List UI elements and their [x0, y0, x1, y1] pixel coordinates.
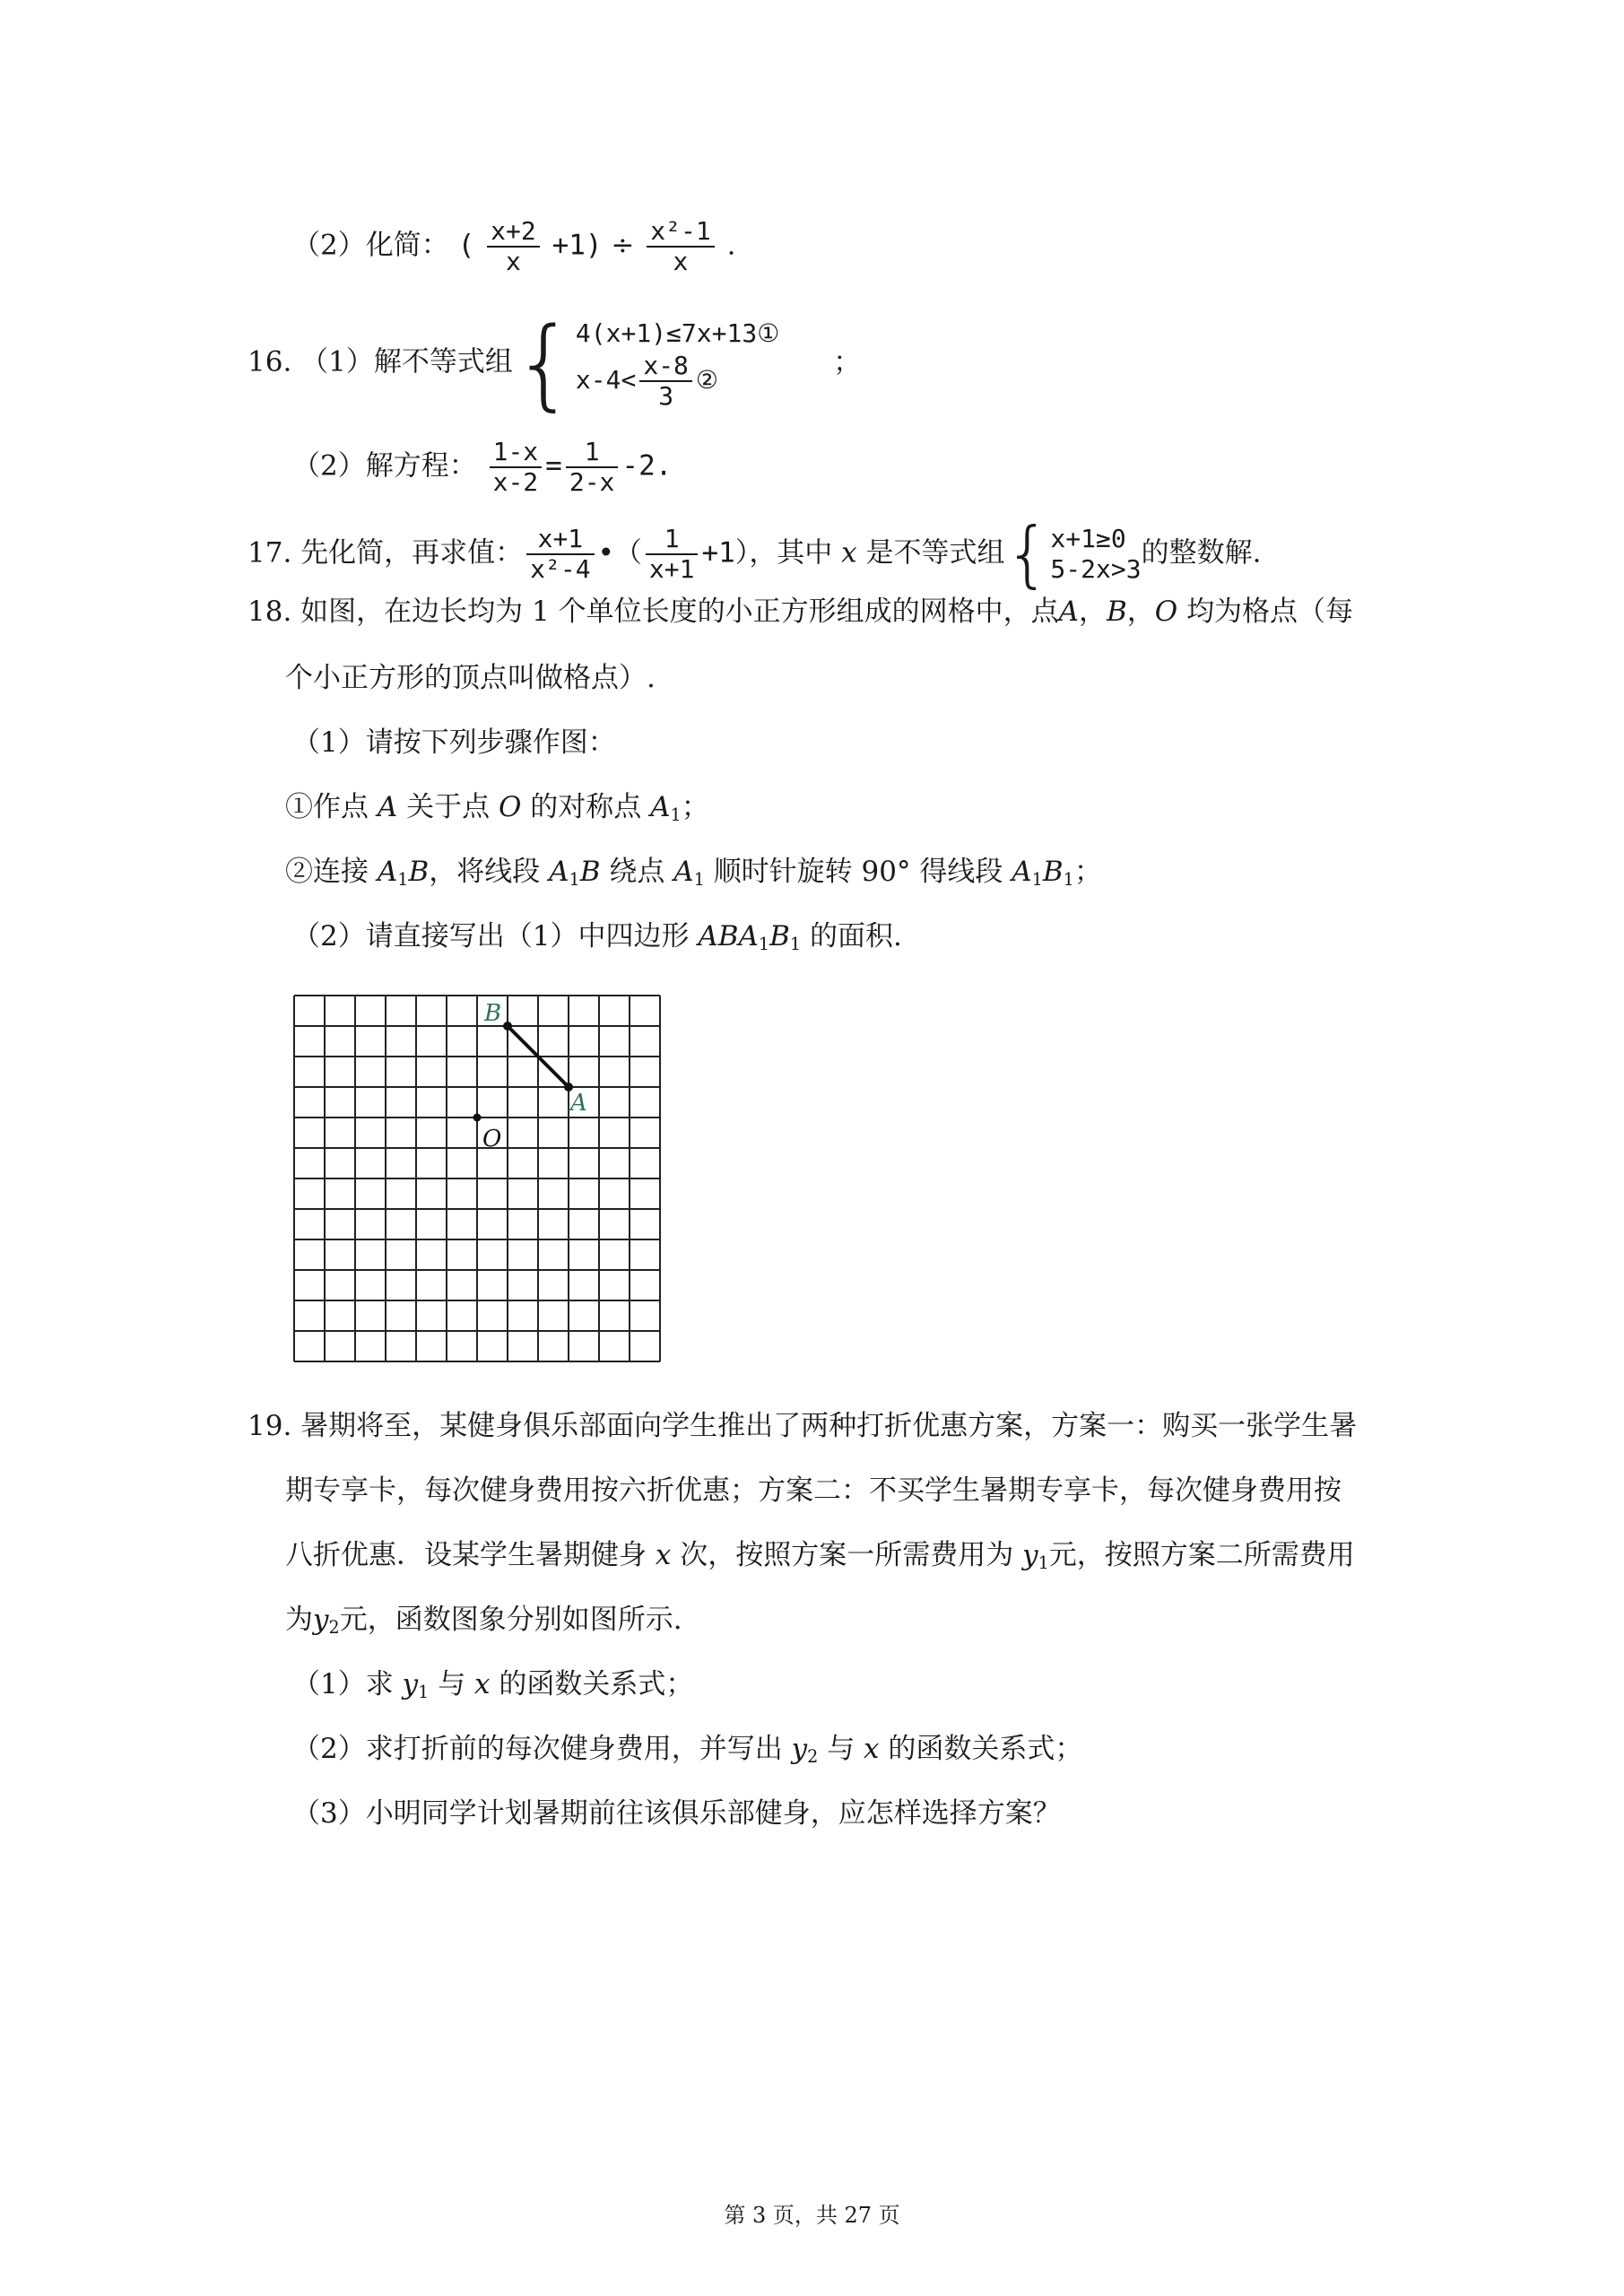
label-a: A: [570, 1090, 587, 1117]
brace-icon: {: [512, 306, 576, 421]
q18-line2: 个小正方形的顶点叫做格点）.: [285, 662, 656, 694]
q16-system: 4(x+1)≤7x+13① x-4< $\frac{x-8}{3}$ ②: [575, 318, 780, 411]
q19-part1: （1）求 $y_1$ 与 x 的函数关系式；: [292, 1668, 694, 1702]
q19-line2: 期专享卡，每次健身费用按六折优惠；方案二：不买学生暑期专享卡，每次健身费用按: [285, 1474, 1342, 1507]
brace-icon: {: [1004, 512, 1051, 596]
q19-line4: 为$y_2$元，函数图象分别如图所示.: [285, 1604, 682, 1638]
page-footer: 第 3 页，共 27 页: [724, 2203, 900, 2228]
q19-number: 19.: [248, 1410, 292, 1442]
q18-step1: ①作点 A 关于点 O 的对称点 $A_1$；: [285, 791, 709, 825]
q18-number: 18.: [248, 596, 292, 628]
label-b: B: [484, 1000, 502, 1027]
q19-part3: （3）小明同学计划暑期前往该俱乐部健身，应怎样选择方案？: [292, 1797, 1061, 1830]
q19-part2: （2）求打折前的每次健身费用，并写出 $y_2$ 与 x 的函数关系式；: [292, 1733, 1083, 1767]
label-o: O: [482, 1126, 502, 1152]
q16-part1: 16. （1）解不等式组{ 4(x+1)≤7x+13① x-4< $\frac{x-8}{3}$ ② ；: [248, 306, 862, 421]
q17-number: 17.: [248, 536, 292, 570]
q18-step2: ②连接 $A_1B$，将线段 $A_1B$ 绕点 $A_1$ 顺时针旋转 90° 得线段 $A_1B_1$；: [285, 856, 1102, 890]
point-o: [473, 1114, 482, 1122]
q18-line1: 18. 如图，在边长均为 1 个单位长度的小正方形组成的网格中，点A，B，O 均为格点（每: [248, 596, 1354, 628]
q19-line3: 八折优惠．设某学生暑期健身 x 次，按照方案一所需费用为 $y_1$元，按照方案二所需费用: [285, 1539, 1355, 1573]
q15-part2: （2）化简： ( $\frac{x+2}{x}$ +1) ÷ $\frac{\text{x²-1}}{x}$ .: [292, 216, 736, 276]
q19-line1: 19. 暑期将至，某健身俱乐部面向学生推出了两种打折优惠方案，方案一：购买一张学生暑: [248, 1410, 1358, 1442]
point-b: [503, 1022, 512, 1031]
q18-part2: （2）请直接写出（1）中四边形 $ABA_1B_1$ 的面积.: [292, 920, 902, 954]
q16-number: 16.: [248, 345, 292, 378]
q17: 17. 先化简，再求值： $\frac{x+1}{\text{x²-4}}$ •（ $\frac{1}{x+1}$ +1），其中 x 是不等式组{ x+1≥0 5-2x>3 的整数解.: [248, 512, 1262, 596]
q18-part1: （1）请按下列步骤作图：: [292, 726, 616, 759]
q17-system: x+1≥0 5-2x>3: [1050, 524, 1142, 584]
q18-grid-figure: [292, 994, 678, 1370]
q15-frac2: $\frac{\text{x²-1}}{x}$: [647, 217, 714, 276]
grid-lines: [294, 996, 660, 1361]
q16-part2: （2）解方程： $\frac{1-x}{x-2}$ = $\frac{1}{2-x}$ -2.: [292, 437, 673, 497]
q15-frac1: $\frac{x+2}{x}$: [487, 217, 540, 276]
